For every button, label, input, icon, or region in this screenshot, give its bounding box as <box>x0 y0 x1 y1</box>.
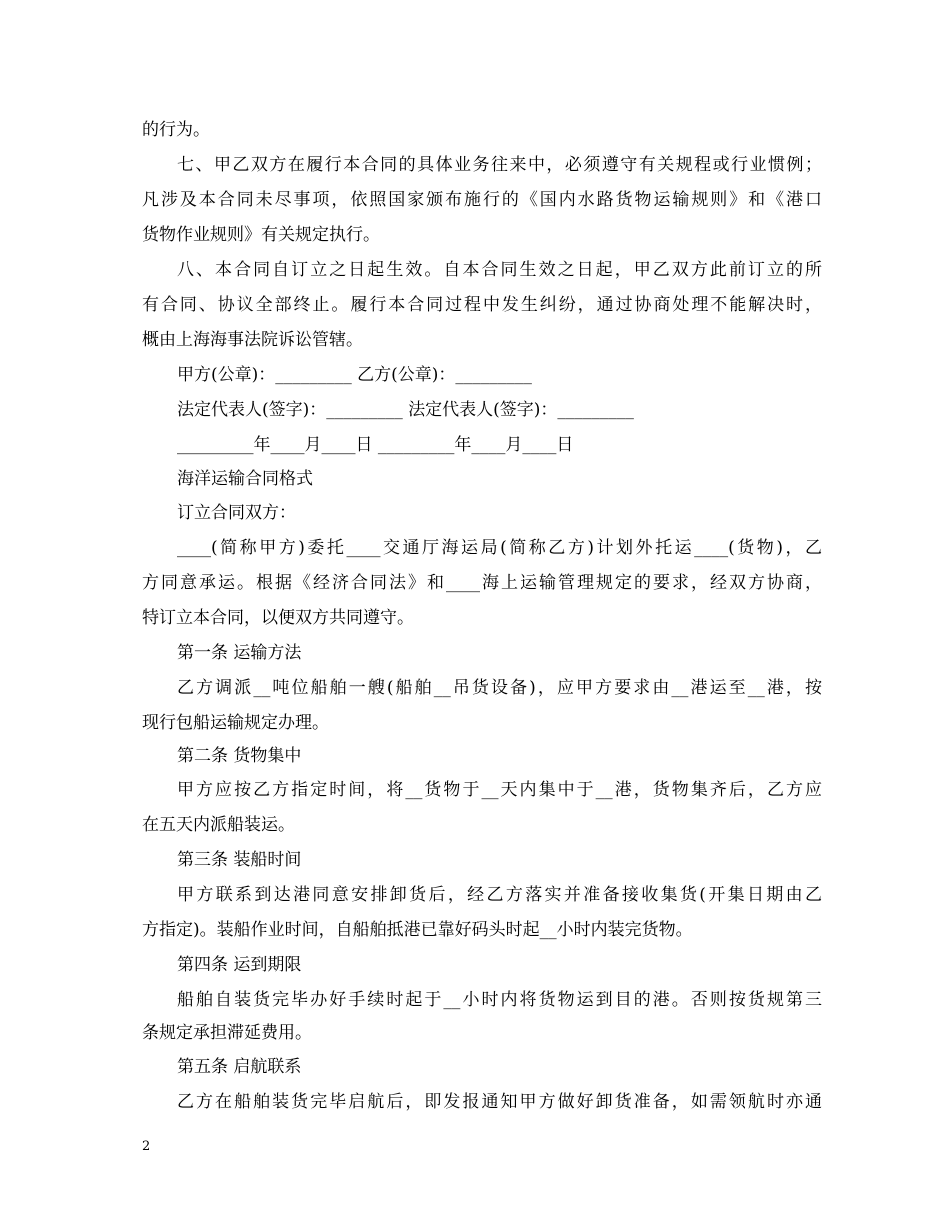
signature-line-date: _________年____月____日 _________年____月____日 <box>177 435 574 455</box>
text-line: 船舶自装货完毕办好手续时起于__小时内将货物运到目的港。否则按货规第三 <box>177 990 822 1010</box>
article-heading: 第五条 启航联系 <box>177 1057 302 1077</box>
text-line: 方同意承运。根据《经济合同法》和____海上运输管理规定的要求，经双方协商， <box>142 573 822 593</box>
article-heading: 第二条 货物集中 <box>177 746 302 766</box>
text-line: 概由上海海事法院诉讼管辖。 <box>142 330 363 350</box>
text-line: 特订立本合同，以便双方共同遵守。 <box>142 608 414 628</box>
text-line: 在五天内派船装运。 <box>142 815 295 835</box>
text-line: 的行为。 <box>142 120 210 140</box>
text-line: 凡涉及本合同未尽事项，依照国家颁布施行的《国内水路货物运输规则》和《港口 <box>142 190 822 210</box>
article-heading: 第四条 运到期限 <box>177 955 302 975</box>
text-line: 订立合同双方： <box>177 503 296 523</box>
signature-line-seal: 甲方(公章)：_________ 乙方(公章)：_________ <box>177 365 532 385</box>
text-line: 乙方在船舶装货完毕启航后，即发报通知甲方做好卸货准备，如需领航时亦通 <box>177 1092 822 1112</box>
article-heading: 第一条 运输方法 <box>177 643 302 663</box>
text-line: ____(简称甲方)委托____交通厅海运局(简称乙方)计划外托运____(货物)，乙 <box>177 538 822 558</box>
text-line: 方指定)。装船作业时间，自船舶抵港已靠好码头时起__小时内装完货物。 <box>142 920 693 940</box>
text-line: 甲方应按乙方指定时间，将__货物于__天内集中于__港，货物集齐后，乙方应 <box>177 780 822 800</box>
article-heading: 第三条 装船时间 <box>177 850 302 870</box>
text-line: 乙方调派__吨位船舶一艘(船舶__吊货设备)，应甲方要求由__港运至__港，按 <box>177 678 822 698</box>
text-line: 有合同、协议全部终止。履行本合同过程中发生纠纷，通过协商处理不能解决时， <box>142 295 822 315</box>
text-line: 八、本合同自订立之日起生效。自本合同生效之日起，甲乙双方此前订立的所 <box>177 260 822 280</box>
text-line: 甲方联系到达港同意安排卸货后，经乙方落实并准备接收集货(开集日期由乙 <box>177 885 822 905</box>
signature-line-representative: 法定代表人(签字)：_________ 法定代表人(签字)：_________ <box>177 400 634 420</box>
text-line: 条规定承担滞延费用。 <box>142 1023 312 1043</box>
section-title: 海洋运输合同格式 <box>177 469 313 489</box>
text-line: 七、甲乙双方在履行本合同的具体业务往来中，必须遵守有关规程或行业惯例； <box>177 155 822 175</box>
text-line: 现行包船运输规定办理。 <box>142 713 329 733</box>
page-number: 2 <box>142 1139 151 1154</box>
text-line: 货物作业规则》有关规定执行。 <box>142 225 380 245</box>
